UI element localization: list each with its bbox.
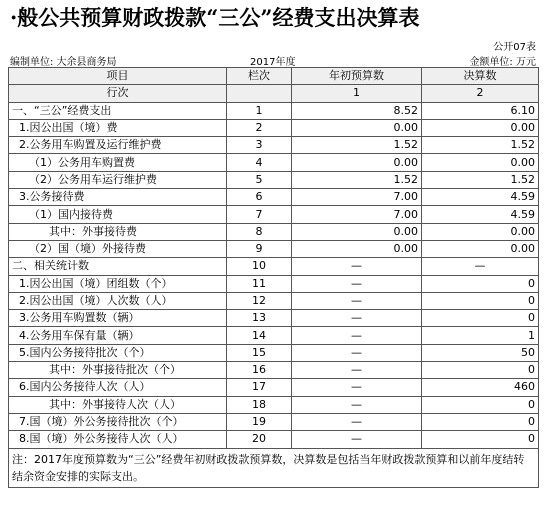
row-label: 1.因公出国（境）费: [9, 119, 227, 136]
row-budget: —: [292, 292, 422, 309]
row-final: 0: [422, 310, 539, 327]
row-label: （2）公务用车运行维护费: [9, 171, 227, 188]
table-row: [9, 102, 539, 119]
row-budget: —: [292, 344, 422, 361]
row-final: 0: [422, 292, 539, 309]
row-seq: 20: [227, 431, 292, 448]
page-title: ·般公共预算财政拨款“三公”经费支出决算表: [10, 5, 420, 30]
row-budget: —: [292, 275, 422, 292]
table-row: [9, 275, 539, 292]
table-row: [9, 206, 539, 223]
row-seq: 1: [227, 102, 292, 119]
row-budget: —: [292, 362, 422, 379]
table-note: 注：2017年度预算数为“三公”经费年初财政拨款预算数，决算数是包括当年财政拨款预算和以前年度结转结余资金安排的实际支出。: [9, 448, 539, 487]
table-row: [9, 223, 539, 240]
row-budget: —: [292, 379, 422, 396]
row-final: 1.52: [422, 137, 539, 154]
header-budget: 年初预算数: [292, 68, 422, 85]
row-seq: 12: [227, 292, 292, 309]
table-row: [9, 327, 539, 344]
row-final: —: [422, 258, 539, 275]
row-seq: 4: [227, 154, 292, 171]
row-label: 6.国内公务接待人次（人）: [9, 379, 227, 396]
table-row: [9, 137, 539, 154]
row-budget: 1.52: [292, 137, 422, 154]
meta-line: [8, 53, 538, 67]
row-final: 0.00: [422, 119, 539, 136]
row-label: 3.公务用车购置数（辆）: [9, 310, 227, 327]
row-final: 460: [422, 379, 539, 396]
table-row: [9, 413, 539, 430]
row-label: （1）国内接待费: [9, 206, 227, 223]
row-label: 2.因公出国（境）人次数（人）: [9, 292, 227, 309]
row-label: 其中：外事接待人次（人）: [9, 396, 227, 413]
row-budget: 0.00: [292, 119, 422, 136]
row-final: 0.00: [422, 240, 539, 257]
row-final: 4.59: [422, 189, 539, 206]
row-label: 8.国（境）外公务接待人次（人）: [9, 431, 227, 448]
row-budget: 7.00: [292, 206, 422, 223]
table-row: [9, 396, 539, 413]
table-row: [9, 189, 539, 206]
row-seq: 7: [227, 206, 292, 223]
row-seq: 19: [227, 413, 292, 430]
expenditure-table: [8, 67, 539, 488]
row-seq: 17: [227, 379, 292, 396]
row-budget: 8.52: [292, 102, 422, 119]
row-seq: 2: [227, 119, 292, 136]
row-label: 其中：外事接待费: [9, 223, 227, 240]
table-row: [9, 431, 539, 448]
row-budget: —: [292, 396, 422, 413]
table-row: [9, 240, 539, 257]
row-final: 0: [422, 396, 539, 413]
row-label: 其中：外事接待批次（个）: [9, 362, 227, 379]
note-row: [9, 448, 539, 487]
row-seq: 15: [227, 344, 292, 361]
row-budget: —: [292, 258, 422, 275]
row-index-label: 行次: [9, 85, 227, 102]
table-row: [9, 379, 539, 396]
row-final: 0.00: [422, 154, 539, 171]
table-row: [9, 362, 539, 379]
row-budget: —: [292, 327, 422, 344]
row-label: 3.公务接待费: [9, 189, 227, 206]
row-seq: 16: [227, 362, 292, 379]
row-budget: 0.00: [292, 223, 422, 240]
row-label: 一、“三公”经费支出: [9, 102, 227, 119]
row-final: 0: [422, 413, 539, 430]
row-seq: 3: [227, 137, 292, 154]
row-label: 1.因公出国（境）团组数（个）: [9, 275, 227, 292]
table-row: [9, 154, 539, 171]
row-label: （1）公务用车购置费: [9, 154, 227, 171]
row-seq: 5: [227, 171, 292, 188]
row-budget: 0.00: [292, 240, 422, 257]
row-final: 0: [422, 431, 539, 448]
row-budget: 7.00: [292, 189, 422, 206]
row-final: 0: [422, 275, 539, 292]
doc-number: 公开07表: [493, 42, 536, 53]
fiscal-year: 2017年度: [250, 57, 296, 68]
row-label: 5.国内公务接待批次（个）: [9, 344, 227, 361]
row-index-row: [9, 85, 539, 102]
row-seq: 9: [227, 240, 292, 257]
row-index-seq: [227, 85, 292, 102]
table-row: [9, 119, 539, 136]
row-label: 二、相关统计数: [9, 258, 227, 275]
row-label: 4.公务用车保有量（辆）: [9, 327, 227, 344]
header-item: 项目: [9, 68, 227, 85]
row-seq: 14: [227, 327, 292, 344]
row-seq: 18: [227, 396, 292, 413]
table-row: [9, 258, 539, 275]
header-seq: 栏次: [227, 68, 292, 85]
table-row: [9, 310, 539, 327]
row-budget: 0.00: [292, 154, 422, 171]
row-final: 4.59: [422, 206, 539, 223]
row-index-final: 2: [422, 85, 539, 102]
row-budget: —: [292, 310, 422, 327]
row-budget: —: [292, 413, 422, 430]
row-seq: 11: [227, 275, 292, 292]
row-label: （2）国（境）外接待费: [9, 240, 227, 257]
row-final: 50: [422, 344, 539, 361]
row-final: 1: [422, 327, 539, 344]
header-row: [9, 68, 539, 85]
money-unit: 金额单位: 万元: [469, 57, 536, 68]
row-final: 0.00: [422, 223, 539, 240]
row-seq: 10: [227, 258, 292, 275]
row-label: 7.国（境）外公务接待批次（个）: [9, 413, 227, 430]
row-label: 2.公务用车购置及运行维护费: [9, 137, 227, 154]
compiling-unit: 编制单位: 大余县商务局: [10, 57, 117, 68]
row-final: 1.52: [422, 171, 539, 188]
row-seq: 8: [227, 223, 292, 240]
row-seq: 13: [227, 310, 292, 327]
row-final: 0: [422, 362, 539, 379]
header-final: 决算数: [422, 68, 539, 85]
table-row: [9, 292, 539, 309]
row-index-budget: 1: [292, 85, 422, 102]
row-budget: —: [292, 431, 422, 448]
table-row: [9, 171, 539, 188]
row-budget: 1.52: [292, 171, 422, 188]
row-seq: 6: [227, 189, 292, 206]
row-final: 6.10: [422, 102, 539, 119]
table-row: [9, 344, 539, 361]
